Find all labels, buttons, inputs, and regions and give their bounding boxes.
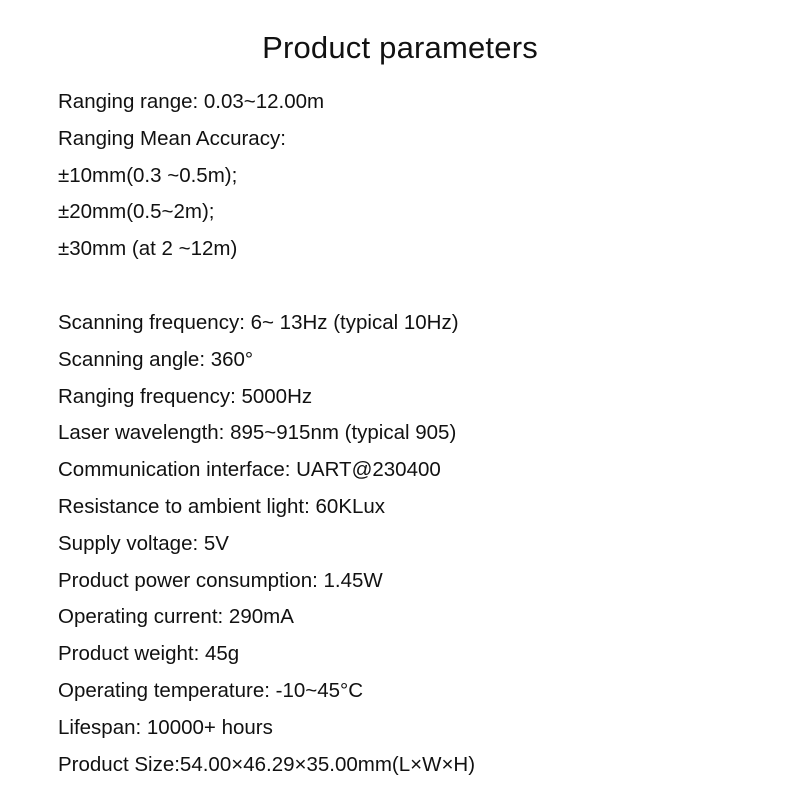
spec-line-accuracy-long: ±30mm (at 2 ~12m) bbox=[58, 237, 238, 261]
page-title: Product parameters bbox=[262, 30, 538, 65]
spec-list bbox=[58, 305, 778, 783]
spec-line-operating-temperature: Operating temperature: -10~45°C bbox=[58, 678, 364, 702]
spec-line-ranging-frequency: Ranging frequency: 5000Hz bbox=[58, 384, 313, 408]
spec-line-communication-interface: Communication interface: UART@230400 bbox=[58, 458, 441, 482]
spec-line-product-weight: Product weight: 45g bbox=[58, 642, 240, 666]
spec-line-scanning-angle: Scanning angle: 360° bbox=[58, 347, 254, 371]
spec-line-accuracy-heading: Ranging Mean Accuracy: bbox=[58, 126, 286, 150]
spec-line-supply-voltage: Supply voltage: 5V bbox=[58, 531, 229, 555]
spec-line-product-size: Product Size:54.00×46.29×35.00mm(L×W×H) bbox=[58, 752, 476, 776]
spec-line-scanning-frequency: Scanning frequency: 6~ 13Hz (typical 10Hz) bbox=[58, 311, 459, 334]
spec-line-operating-current: Operating current: 290mA bbox=[58, 605, 294, 629]
spec-line-accuracy-short: ±10mm(0.3 ~0.5m); bbox=[58, 163, 238, 187]
spec-line-power-consumption: Product power consumption: 1.45W bbox=[58, 568, 383, 592]
spec-line-lifespan: Lifespan: 10000+ hours bbox=[58, 715, 273, 739]
spec-line-laser-wavelength: Laser wavelength: 895~915nm (typical 905) bbox=[58, 421, 457, 445]
spec-line-accuracy-mid: ±20mm(0.5~2m); bbox=[58, 200, 215, 224]
ranging-accuracy-list bbox=[58, 84, 778, 268]
spec-line-ambient-light: Resistance to ambient light: 60KLux bbox=[58, 494, 386, 518]
spec-line-ranging-range: Ranging range: 0.03~12.00m bbox=[58, 90, 325, 113]
